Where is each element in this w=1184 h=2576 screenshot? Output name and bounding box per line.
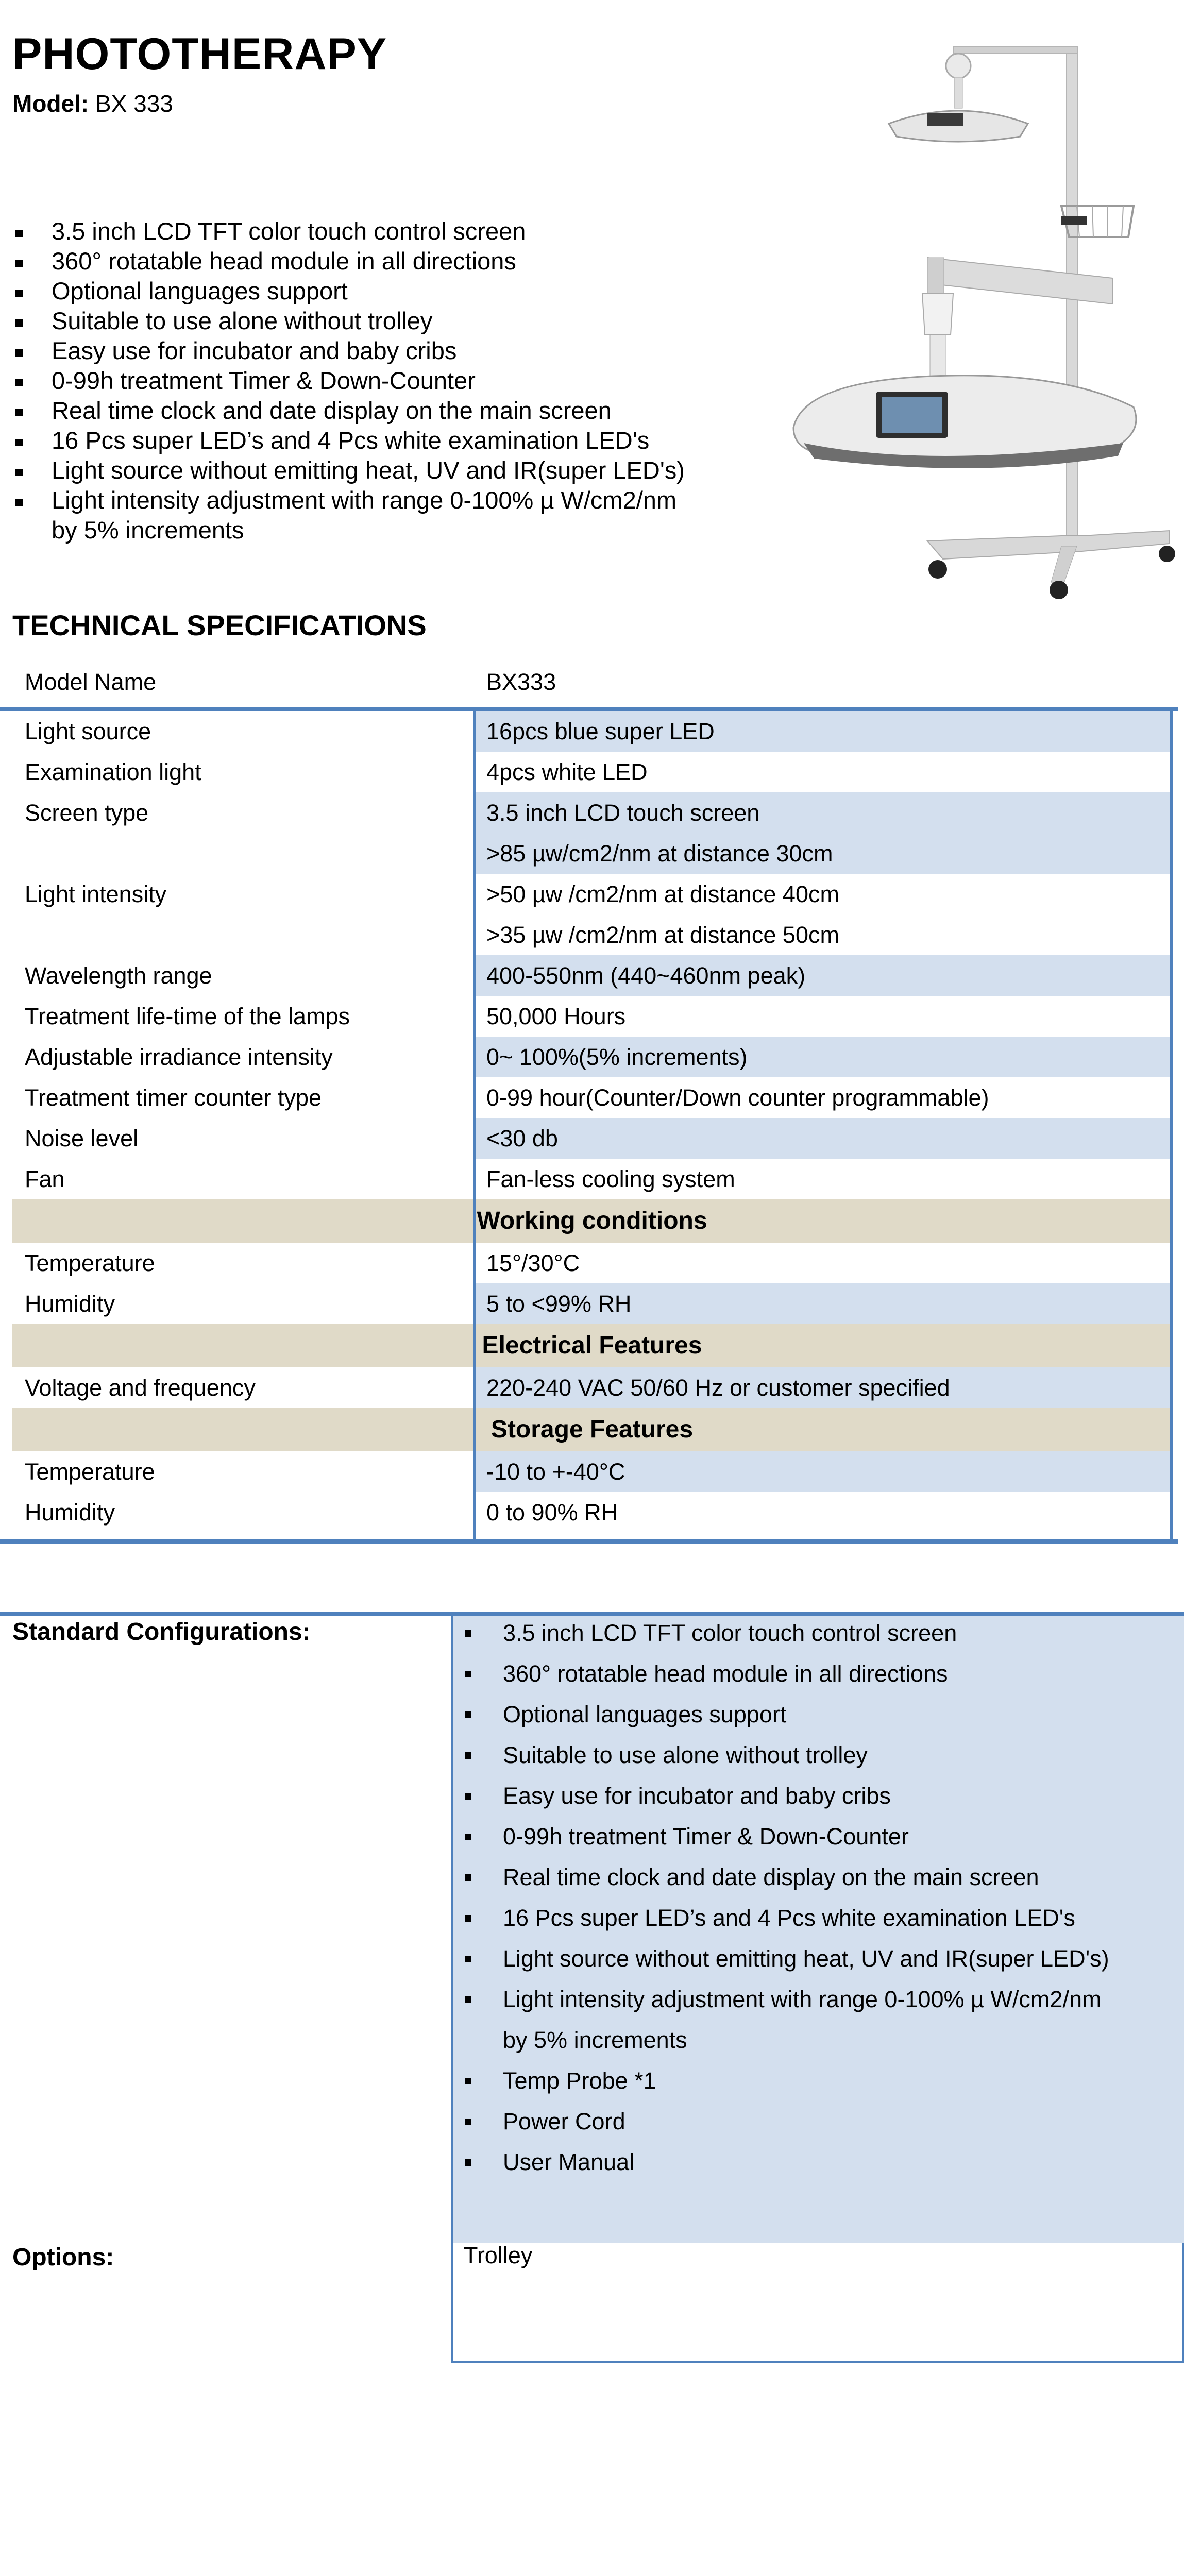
- options-label: Options:: [12, 2244, 114, 2271]
- spec-row: [12, 874, 1172, 914]
- config-list: [464, 1613, 1180, 2182]
- spec-row: [12, 752, 1172, 792]
- spec-label: Light intensity: [25, 881, 167, 907]
- spec-row: [12, 1451, 1172, 1492]
- spec-label: Wavelength range: [25, 962, 212, 989]
- model-label: Model:: [12, 90, 89, 117]
- feature-item: 0-99h treatment Timer & Down-Counter: [12, 366, 759, 396]
- spec-value: 50,000 Hours: [486, 1003, 626, 1029]
- config-label: Standard Configurations:: [12, 1618, 311, 1646]
- config-item: 16 Pcs super LED’s and 4 Pcs white examination LED's: [464, 1897, 1180, 1938]
- spec-title: TECHNICAL SPECIFICATIONS: [12, 609, 427, 641]
- page-title: PHOTOTHERAPY: [12, 29, 387, 79]
- config-item: Temp Probe *1: [464, 2060, 1180, 2101]
- spec-header-label: Model Name: [25, 669, 157, 695]
- spec-value: -10 to +-40°C: [486, 1459, 625, 1485]
- spec-label: Noise level: [25, 1125, 139, 1151]
- spec-row: [12, 1037, 1172, 1077]
- spec-header-row: [12, 659, 1172, 702]
- spec-table: [12, 711, 1172, 1533]
- spec-value: 5 to <99% RH: [486, 1291, 632, 1317]
- section-electrical-features: Electrical Features: [12, 1324, 1172, 1367]
- spec-row: [12, 833, 1172, 874]
- model-line: [12, 92, 173, 115]
- spec-label: Temperature: [25, 1250, 155, 1276]
- spec-row: [12, 1118, 1172, 1159]
- spec-header-value: BX333: [486, 669, 556, 695]
- config-item: Suitable to use alone without trolley: [464, 1735, 1180, 1775]
- feature-item: Real time clock and date display on the main screen: [12, 396, 759, 426]
- spec-label: Humidity: [25, 1499, 115, 1526]
- config-item: Light source without emitting heat, UV and IR(super LED's): [464, 1938, 1180, 1979]
- spec-row: [12, 1077, 1172, 1118]
- config-item-continuation: by 5% increments: [503, 2027, 687, 2053]
- spec-label: Treatment life-time of the lamps: [25, 1003, 350, 1029]
- config-item: User Manual: [464, 2142, 1180, 2182]
- spec-label: Adjustable irradiance intensity: [25, 1044, 333, 1070]
- feature-item: Light intensity adjustment with range 0-100% µ W/cm2/nm: [12, 485, 759, 515]
- spec-row: [12, 914, 1172, 955]
- spec-value: >85 µw/cm2/nm at distance 30cm: [486, 840, 833, 867]
- feature-item: Suitable to use alone without trolley: [12, 306, 759, 336]
- spec-row: [12, 996, 1172, 1037]
- feature-item: 16 Pcs super LED’s and 4 Pcs white examination LED's: [12, 426, 759, 455]
- spec-value: >50 µw /cm2/nm at distance 40cm: [486, 881, 839, 907]
- spec-row: [12, 1283, 1172, 1324]
- spec-label: Temperature: [25, 1459, 155, 1485]
- spec-value: 15°/30°C: [486, 1250, 580, 1276]
- spec-label: Voltage and frequency: [25, 1375, 256, 1401]
- spec-value: 220-240 VAC 50/60 Hz or customer specified: [486, 1375, 950, 1401]
- spec-label: Treatment timer counter type: [25, 1084, 322, 1111]
- spec-value: <30 db: [486, 1125, 558, 1151]
- spec-value: 16pcs blue super LED: [486, 718, 715, 744]
- feature-item-continuation: by 5% increments: [52, 516, 244, 544]
- config-item: 360° rotatable head module in all directions: [464, 1653, 1180, 1694]
- spec-value: 4pcs white LED: [486, 759, 648, 785]
- spec-row: [12, 1367, 1172, 1408]
- spec-row: [12, 955, 1172, 996]
- feature-item: 3.5 inch LCD TFT color touch control screen: [12, 216, 759, 246]
- spec-label: Fan: [25, 1166, 65, 1192]
- feature-item: 360° rotatable head module in all directions: [12, 246, 759, 276]
- spec-value: Fan-less cooling system: [486, 1166, 735, 1192]
- config-item: Real time clock and date display on the main screen: [464, 1857, 1180, 1897]
- feature-item: Light source without emitting heat, UV and IR(super LED's): [12, 455, 759, 485]
- spec-label: Examination light: [25, 759, 201, 785]
- spec-row: [12, 1492, 1172, 1533]
- model-value: BX 333: [95, 90, 173, 117]
- feature-item: Easy use for incubator and baby cribs: [12, 336, 759, 366]
- spec-value: 0 to 90% RH: [486, 1499, 618, 1526]
- spec-bottom-border: [0, 1539, 1178, 1544]
- spec-row: [12, 792, 1172, 833]
- config-item: 0-99h treatment Timer & Down-Counter: [464, 1816, 1180, 1857]
- phototherapy-device-image: [773, 36, 1180, 608]
- config-item: Light intensity adjustment with range 0-100% µ W/cm2/nm: [464, 1979, 1180, 2020]
- section-storage-features: Storage Features: [12, 1408, 1172, 1451]
- spec-right-border: [1170, 711, 1173, 1541]
- spec-row: [12, 711, 1172, 752]
- config-item: Optional languages support: [464, 1694, 1180, 1735]
- spec-value: 0-99 hour(Counter/Down counter programmable): [486, 1084, 989, 1111]
- spec-header-divider: [0, 707, 1178, 711]
- spec-row: [12, 1243, 1172, 1283]
- spec-value: >35 µw /cm2/nm at distance 50cm: [486, 922, 839, 948]
- spec-value: 400-550nm (440~460nm peak): [486, 962, 806, 989]
- options-panel: [451, 2243, 1184, 2363]
- spec-value: 0~ 100%(5% increments): [486, 1044, 748, 1070]
- feature-list: [12, 216, 759, 545]
- spec-label: Screen type: [25, 800, 149, 826]
- spec-label: Humidity: [25, 1291, 115, 1317]
- options-value: Trolley: [464, 2242, 533, 2268]
- config-item: Power Cord: [464, 2101, 1180, 2142]
- spec-column-divider: [473, 711, 476, 1541]
- config-item: 3.5 inch LCD TFT color touch control screen: [464, 1613, 1180, 1653]
- section-working-conditions: Working conditions: [12, 1199, 1172, 1243]
- spec-row: [12, 1159, 1172, 1199]
- spec-label: Light source: [25, 718, 151, 744]
- spec-value: 3.5 inch LCD touch screen: [486, 800, 760, 826]
- feature-item: Optional languages support: [12, 276, 759, 306]
- config-item: Easy use for incubator and baby cribs: [464, 1775, 1180, 1816]
